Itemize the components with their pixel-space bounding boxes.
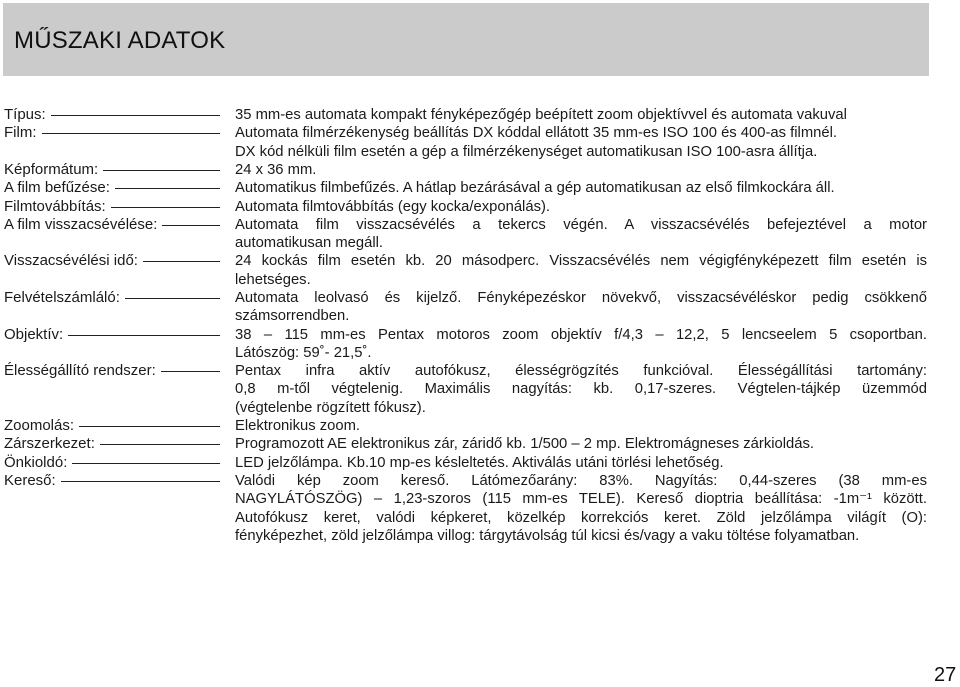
leader-line	[100, 444, 220, 445]
spec-label	[4, 123, 220, 142]
spec-label-text: Felvételszámláló:	[4, 289, 120, 306]
leader-line	[125, 298, 220, 299]
spec-label-text: Kereső:	[4, 472, 56, 489]
spec-value-line: Automata filmérzékenység beállítás DX kóddal ellátott 35 mm-es ISO 100 és 400-as filmnél.	[235, 125, 838, 142]
spec-value	[235, 472, 927, 545]
spec-value	[235, 362, 927, 417]
leader-line	[42, 133, 221, 134]
spec-value-line: Automata filmtovábbítás (egy kocka/exponálás).	[235, 198, 551, 215]
spec-label	[4, 453, 220, 472]
spec-value-line: (végtelenbe rögzített fókusz).	[235, 399, 426, 416]
spec-value-line: Valódi kép zoom kereső. Látómezőarány: 83%. Nagyítás: 0,44-szeres (38 mm-es	[235, 473, 927, 489]
spec-label	[4, 361, 220, 380]
spec-value	[235, 124, 927, 161]
leader-line	[68, 335, 220, 336]
spec-label-text: Film:	[4, 124, 37, 142]
spec-label-text: A film visszacsévélése:	[4, 215, 158, 233]
spec-value	[235, 326, 927, 363]
spec-label	[4, 215, 220, 234]
section-header	[3, 3, 929, 76]
spec-value-line: NAGYLÁTÓSZÖG) – 1,23-szoros (115 mm-es TELE). Kereső dioptria beállítása: -1m⁻¹ között.	[235, 491, 927, 508]
spec-label-text: Típus:	[4, 106, 46, 123]
leader-line	[115, 188, 220, 189]
leader-line	[61, 481, 220, 482]
leader-line	[79, 426, 220, 427]
spec-label	[4, 434, 220, 453]
leader-line	[72, 463, 220, 464]
leader-line	[162, 225, 220, 226]
leader-line	[111, 207, 220, 208]
spec-label-text: Élességállító rendszer:	[4, 362, 156, 380]
leader-line	[51, 115, 220, 116]
spec-label	[4, 197, 220, 216]
spec-value-line: Programozott AE elektronikus zár, záridő kb. 1/500 – 2 mp. Elektromágneses zárkioldás.	[235, 436, 815, 453]
spec-label-text: Képformátum:	[4, 160, 99, 178]
leader-line	[161, 371, 220, 372]
spec-value	[235, 179, 927, 197]
spec-value-line: fényképezhet, zöld jelzőlámpa villog: tárgytávolság túl kicsi és/vagy a vaku töltése folyamatban.	[235, 527, 860, 544]
spec-value	[235, 252, 927, 289]
spec-value	[235, 435, 927, 453]
spec-value-line: 38 – 115 mm-es Pentax motoros zoom objektív f/4,3 – 12,2, 5 lencseelem 5 csoportban.	[235, 326, 927, 343]
spec-value-line: számsorrendben.	[235, 308, 350, 325]
spec-label	[4, 416, 220, 435]
spec-value	[235, 417, 927, 435]
spec-label	[4, 471, 220, 490]
spec-value-line: 24 kockás film esetén kb. 20 másodperc. Visszacsévélés nem végigfényképezett film esetén is	[235, 253, 927, 270]
spec-label	[4, 325, 220, 344]
spec-value	[235, 161, 927, 179]
spec-value-line: lehetséges.	[235, 271, 311, 288]
spec-value-line: Pentax infra aktív autofókusz, élességrögzítés funkcióval. Élességállítási tartomány:	[235, 363, 927, 380]
spec-value-line: LED jelzőlámpa. Kb.10 mp-es késleltetés. Aktiválás utáni törlési lehetőség.	[235, 454, 724, 471]
spec-value-line: automatikusan megáll.	[235, 235, 384, 252]
spec-value-line: Automata film visszacsévélés a tekercs végén. A visszacsévélés befejeztével a motor	[235, 216, 927, 233]
leader-line	[143, 261, 220, 262]
spec-value-line: Automata leolvasó és kijelző. Fényképezéskor növekvő, visszacsévéléskor pedig csökkenő	[235, 290, 927, 306]
spec-value-line: 35 mm-es automata kompakt fényképezőgép beépített zoom objektívvel és automata vakuval	[235, 107, 847, 123]
spec-label-text: Visszacsévélési idő:	[4, 252, 138, 270]
spec-value	[235, 106, 927, 124]
spec-value	[235, 454, 927, 472]
spec-value-line: 0,8 m-től végtelenig. Maximális nagyítás: kb. 0,17-szeres. Végtelen-tájkép üzemmód	[235, 381, 927, 398]
spec-value	[235, 198, 927, 216]
page-title: MŰSZAKI ADATOK	[14, 27, 226, 54]
spec-label-text: Zárszerkezet:	[4, 435, 95, 453]
spec-value-line: Automatikus filmbefűzés. A hátlap bezárásával a gép automatikusan az első filmkockára áll.	[235, 180, 835, 197]
spec-label-text: Önkioldó:	[4, 453, 68, 471]
spec-value-line: Elektronikus zoom.	[235, 418, 361, 435]
spec-value-line: DX kód nélküli film esetén a gép a filmérzékenységet automatikusan ISO 100-asra állítja.	[235, 143, 818, 160]
spec-value	[235, 289, 927, 326]
spec-label-text: Zoomolás:	[4, 417, 75, 435]
spec-label	[4, 105, 220, 124]
spec-label-text: Filmtovábbítás:	[4, 197, 106, 215]
leader-line	[103, 170, 220, 171]
spec-label	[4, 251, 220, 270]
spec-value	[235, 216, 927, 253]
spec-label	[4, 288, 220, 307]
spec-value-line: Autofókusz keret, valódi képkeret, közelkép korrekciós keret. Zöld jelzőlámpa világít (O):	[235, 509, 927, 526]
page-number: 27	[934, 664, 957, 686]
spec-label-text: A film befűzése:	[4, 179, 110, 197]
spec-label	[4, 178, 220, 197]
spec-value-line: Látószög: 59˚- 21,5˚.	[235, 344, 372, 361]
spec-label-text: Objektív:	[4, 325, 64, 343]
spec-value-line: 24 x 36 mm.	[235, 161, 317, 178]
spec-label	[4, 160, 220, 179]
